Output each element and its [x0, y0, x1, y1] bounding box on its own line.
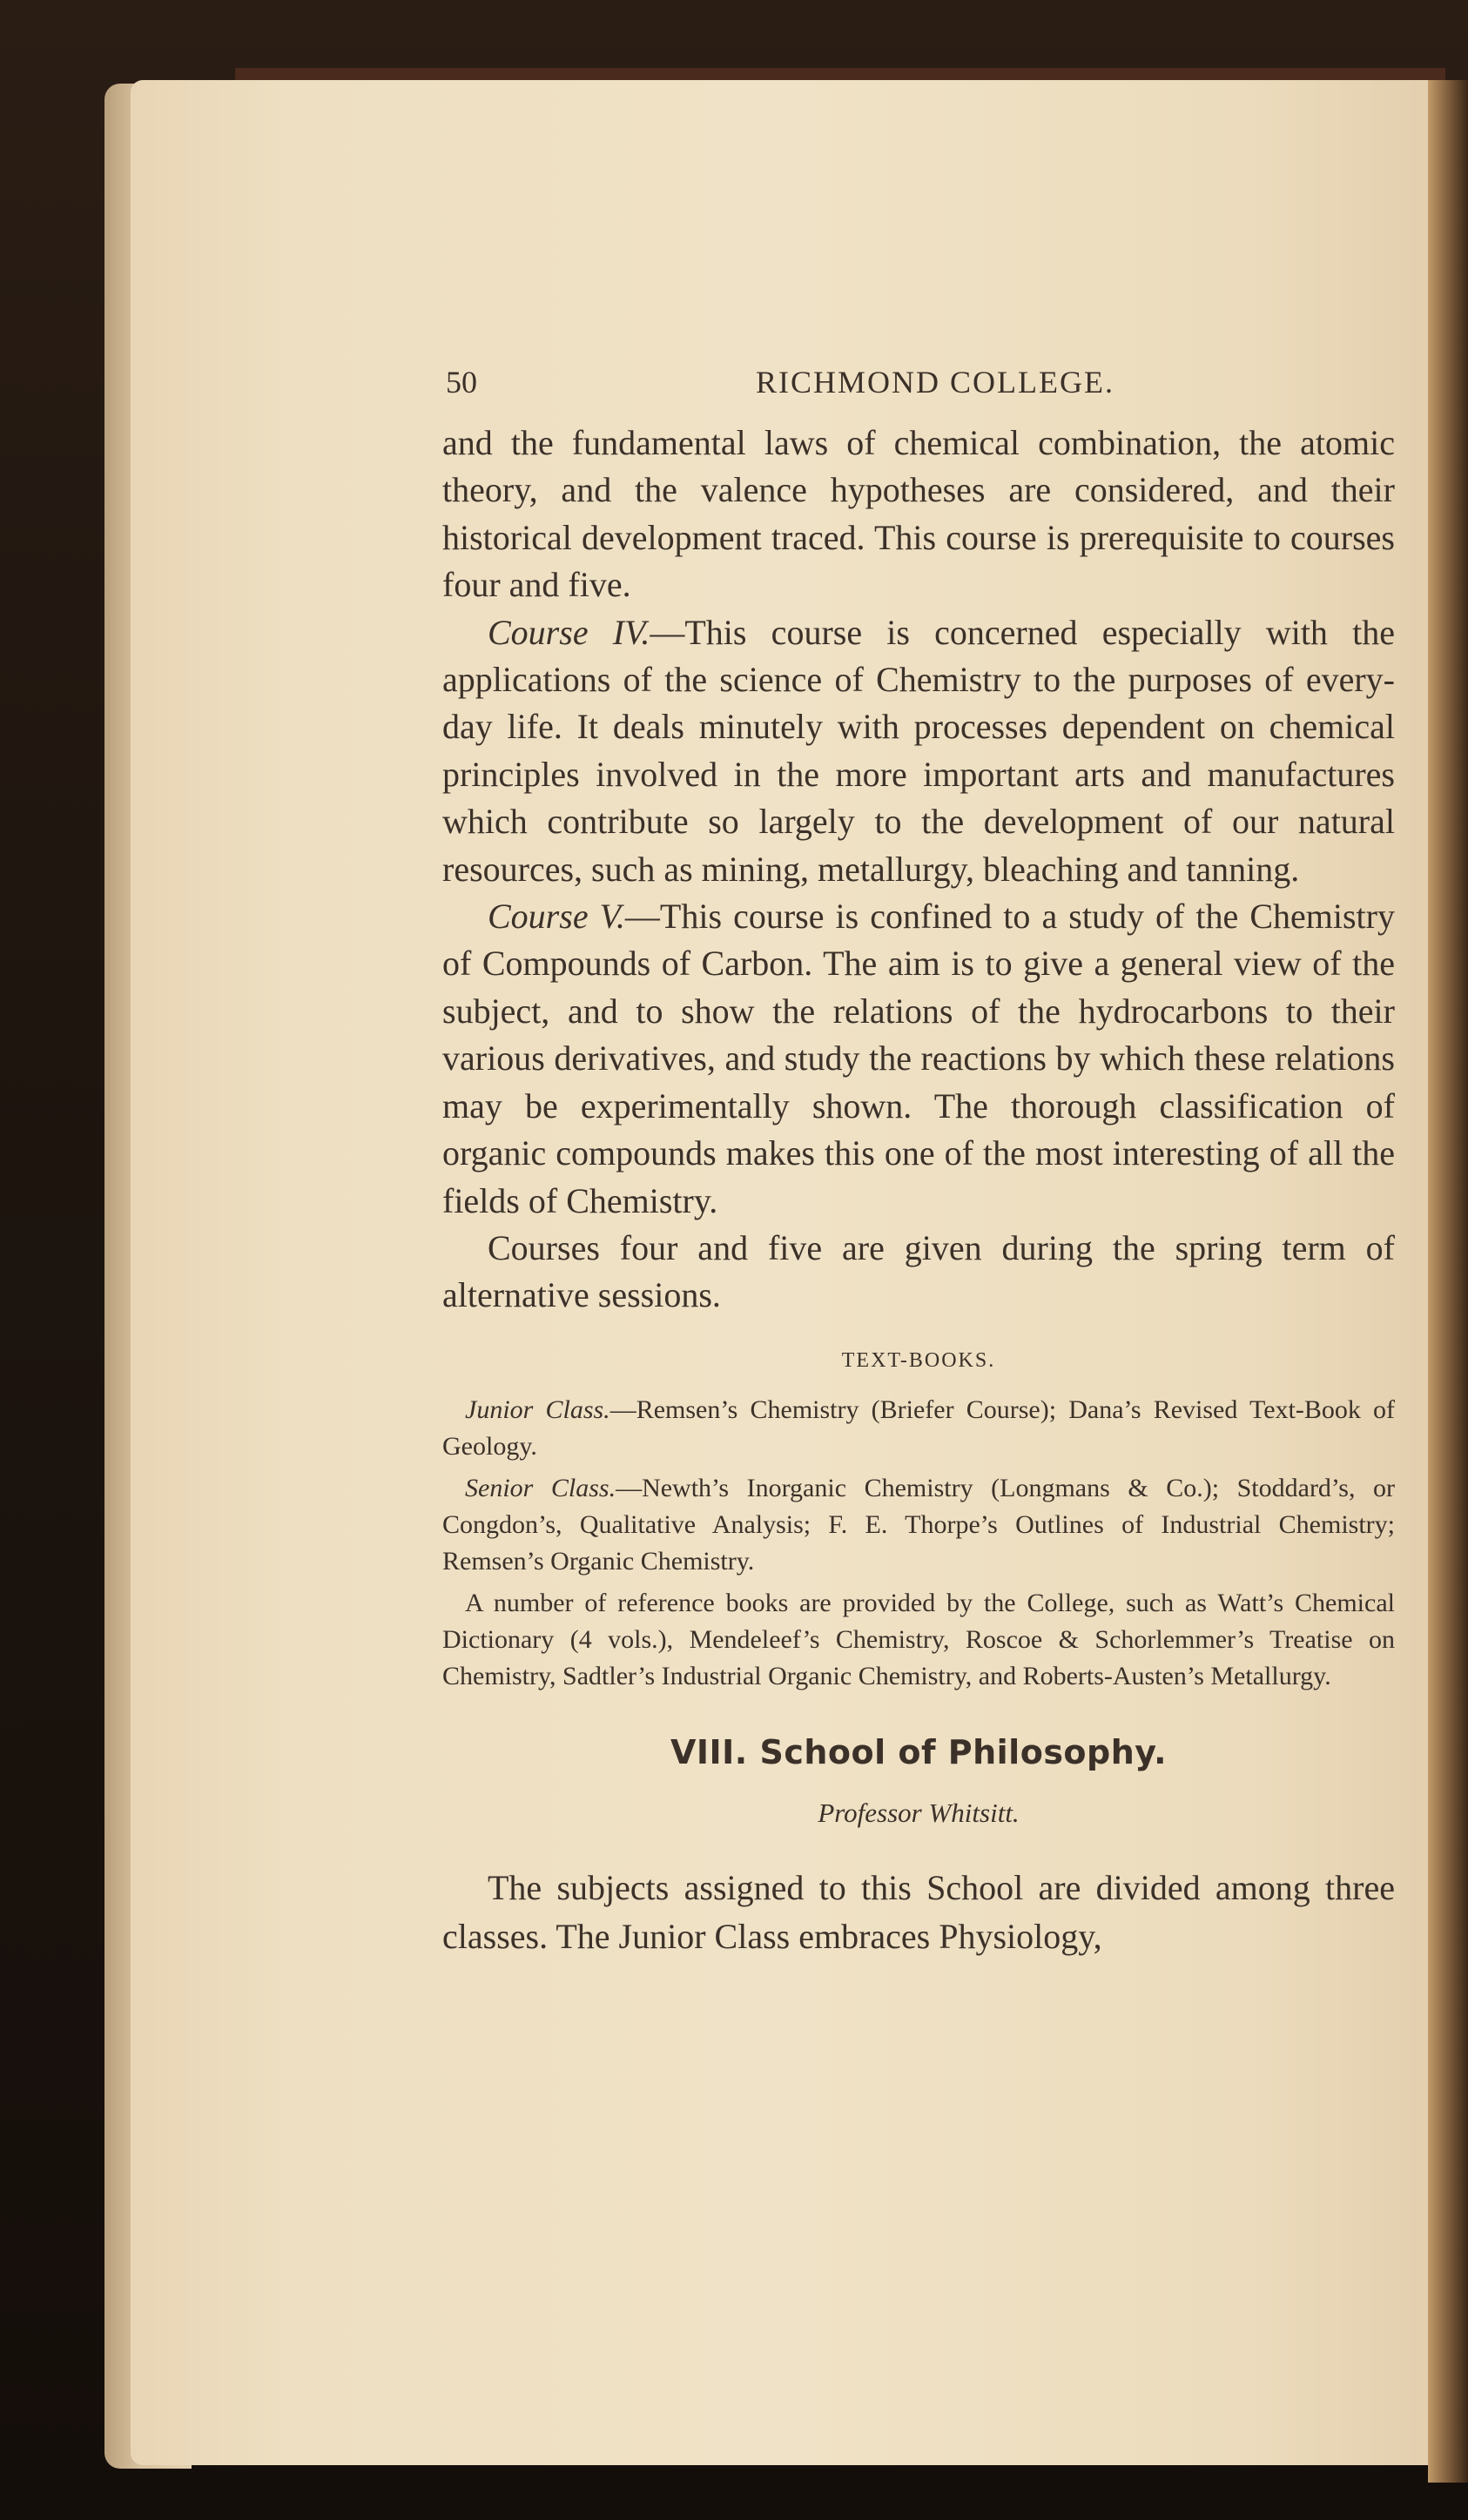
- running-title: RICHMOND COLLEGE.: [756, 365, 1114, 400]
- course5-text: —This course is confined to a study of the Chemistry of Compounds of Carbon. The aim is to give a general view of the subject, and to show the relations of the hydrocarbons to their various derivatives, and study the reactions by which these relations may be experimentally shown. The thorough classification of organic compounds makes this one of the most interesting of all the fields of Chemistry.: [442, 897, 1395, 1220]
- paragraph-courses-note: Courses four and five are given during the spring term of alternative sessions.: [442, 1227, 1395, 1315]
- page-number: 50: [446, 365, 477, 400]
- page-text: [442, 359, 1395, 1961]
- book-gutter: [1428, 80, 1468, 2483]
- paragraph-course3-end: and the fundamental laws of chemical combination, the atomic theory, and the valence hypotheses are considered, and their historical development traced. This course is prerequisite to courses four and five.: [442, 423, 1395, 605]
- senior-class-label: Senior Class.: [465, 1473, 616, 1502]
- course5-label: Course V.: [488, 897, 625, 937]
- course4-text: —This course is concerned especially with the applications of the science of Chemistry to the purposes of every-day life. It deals minutely with processes dependent on chemical principles involved in the more important arts and manufactures which contribute so largely to the development of our natural resources, such as mining, metallurgy, bleaching and tanning.: [442, 612, 1395, 889]
- professor-name: Professor Whitsitt.: [818, 1797, 1020, 1828]
- paragraph-course4: [442, 609, 1395, 893]
- paragraph-school-intro: The subjects assigned to this School are divided among three classes. The Junior Class embraces Physiology,: [442, 1867, 1395, 1956]
- textbooks-senior: [442, 1470, 1395, 1580]
- senior-class-text: —Newth’s Inorganic Chemistry (Longmans & Co.); Stoddard’s, or Congdon’s, Qualitative Analysis; F. E. Thorpe’s Outlines of Industrial Chemistry; Remsen’s Organic Chemistry.: [442, 1473, 1395, 1576]
- section-title: VIII. School of Philosophy.: [670, 1732, 1168, 1771]
- paragraph-course5: [442, 893, 1395, 1225]
- running-head: [442, 359, 1395, 420]
- textbooks-reference: A number of reference books are provided by the College, such as Watt’s Chemical Dictionary (4 vols.), Mendeleef’s Chemistry, Roscoe & Schorlemmer’s Treatise on Chemistry, Sadtler’s Industrial Organic Chemistry, and Roberts-Austen’s Metallurgy.: [442, 1588, 1395, 1690]
- junior-class-text: —Remsen’s Chemistry (Briefer Course); Dana’s Revised Text-Book of Geology.: [442, 1394, 1395, 1461]
- junior-class-label: Junior Class.: [465, 1394, 610, 1424]
- course4-label: Course IV.: [488, 612, 650, 652]
- textbooks-heading: TEXT-BOOKS.: [841, 1348, 996, 1372]
- textbooks-junior: [442, 1392, 1395, 1465]
